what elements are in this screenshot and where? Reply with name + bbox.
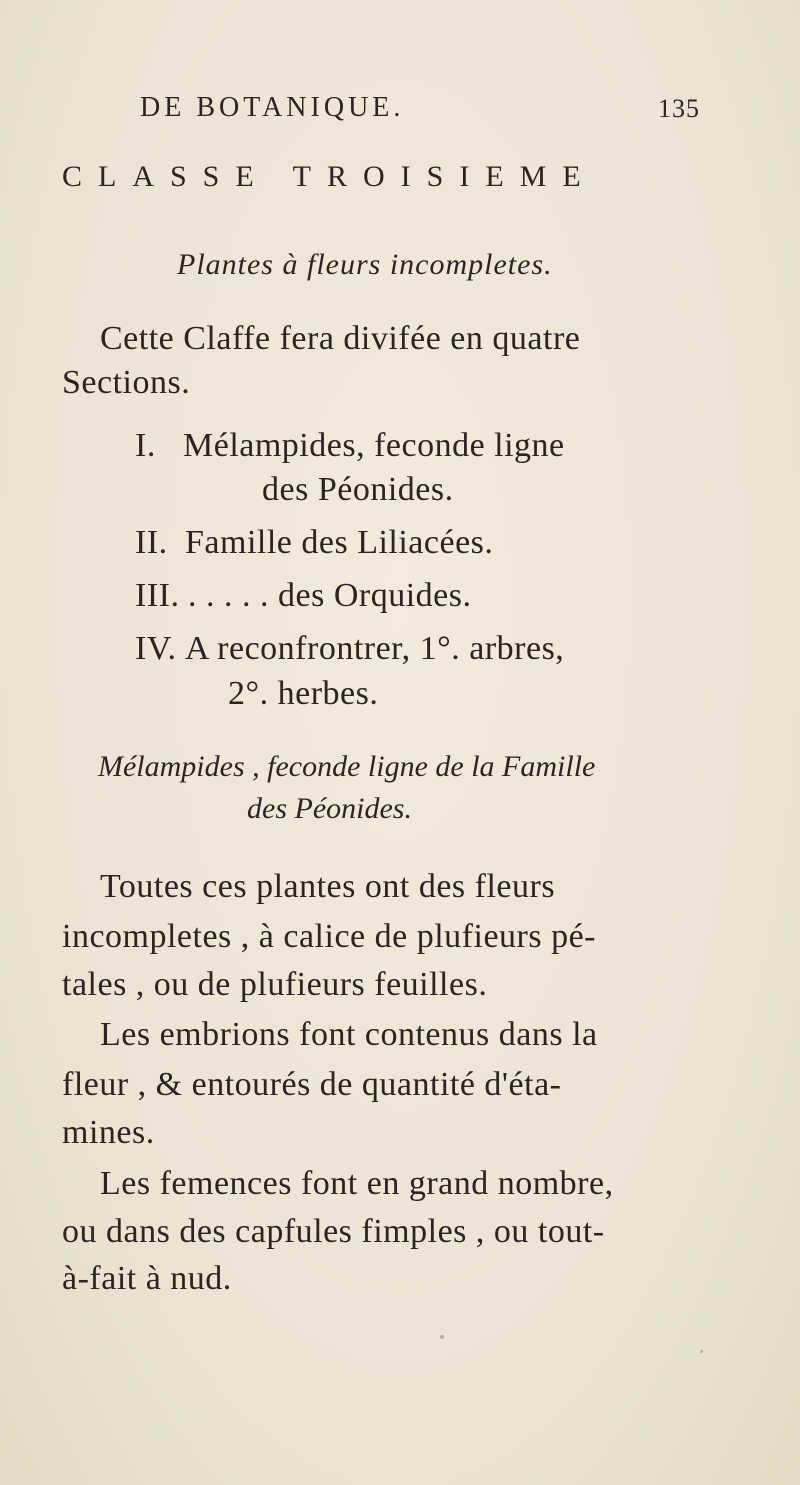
list-item-4-line-2: 2°. herbes. <box>228 675 379 712</box>
paragraph-3-line-3: à-fait à nud. <box>62 1260 232 1297</box>
page-number: 135 <box>658 94 700 123</box>
list-item-3-number: III. <box>135 577 180 614</box>
list-item-4-number: IV. <box>135 630 177 667</box>
list-item-4-line-1: A reconfrontrer, 1°. arbres, <box>185 630 565 667</box>
list-item-1-number: I. <box>135 427 156 464</box>
paragraph-2-line-1: Les embrions font contenus dans la <box>100 1016 598 1053</box>
intro-line-1: Cette Claffe fera divifée en quatre <box>100 320 581 357</box>
subheading-line-1: Mélampides , feconde ligne de la Famille <box>98 750 596 783</box>
list-item-2-number: II. <box>135 524 168 561</box>
paragraph-2-line-3: mines. <box>62 1114 155 1151</box>
paragraph-1-line-2: incompletes , à calice de plufieurs pé- <box>62 918 596 955</box>
paragraph-3-line-1: Les femences font en grand nombre, <box>100 1165 614 1202</box>
list-item-2-line-1: Famille des Liliacées. <box>185 524 494 561</box>
paper-speck <box>440 1335 444 1339</box>
paper-speck <box>700 1350 703 1353</box>
list-item-3-line-1: . . . . . des Orquides. <box>188 577 472 614</box>
list-item-1-line-2: des Péonides. <box>262 471 454 508</box>
list-item-1-line-1: Mélampides, feconde ligne <box>183 427 565 464</box>
class-subtitle: Plantes à fleurs incompletes. <box>177 248 553 281</box>
paragraph-2-line-2: fleur , & entourés de quantité d'éta- <box>62 1066 562 1103</box>
running-title: DE BOTANIQUE. <box>140 92 405 123</box>
paragraph-1-line-1: Toutes ces plantes ont des fleurs <box>100 868 556 905</box>
class-title: CLASSE TROISIEME <box>62 160 597 193</box>
paragraph-3-line-2: ou dans des capfules fimples , ou tout- <box>62 1213 605 1250</box>
paragraph-1-line-3: tales , ou de plufieurs feuilles. <box>62 966 488 1003</box>
running-header <box>140 92 700 132</box>
subheading-line-2: des Péonides. <box>247 792 412 825</box>
intro-line-2: Sections. <box>62 364 191 401</box>
